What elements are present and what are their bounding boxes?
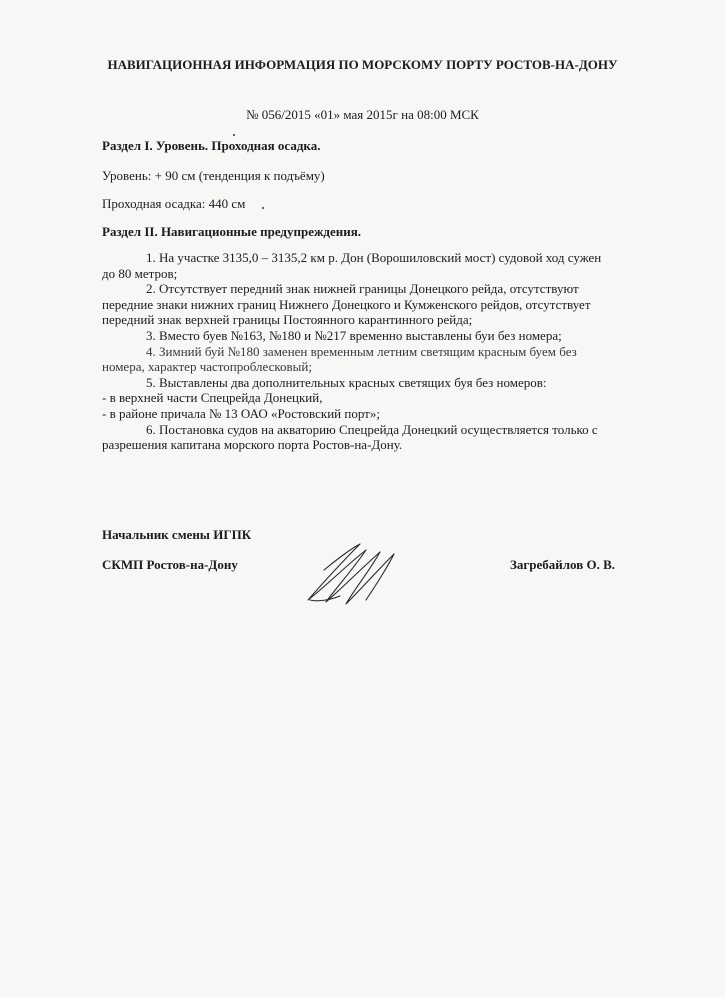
water-level: Уровень: + 90 см (тенденция к подъёму) — [102, 168, 325, 183]
scan-speck — [262, 207, 264, 209]
warning-item-2-cont: передние знаки нижних границ Нижнего Донецкого и Кумженского рейдов, отсутствует передний знак верхней границы Постоянного карантинного рейда; — [102, 296, 591, 328]
warning-item-1-cont: до 80 метров; — [102, 265, 178, 281]
warning-item-5b: - в районе причала № 13 ОАО «Ростовский порт»; — [102, 405, 380, 421]
warning-item-6: 6. Постановка судов на акваторию Спецрейда Донецкий осуществляется только с — [146, 421, 598, 437]
warning-item-3: 3. Вместо буев №163, №180 и №217 временно выставлены буи без номера; — [146, 327, 562, 343]
signatory-name: Загребайлов О. В. — [510, 557, 616, 572]
signatory-position-line2: СКМП Ростов-на-Дону — [102, 557, 238, 572]
warnings-list — [102, 250, 627, 453]
scan-speck — [233, 134, 235, 136]
section-2-heading: Раздел II. Навигационные предупреждения. — [102, 224, 362, 239]
warning-item-4-cont: номера, характер частопроблесковый; — [102, 359, 312, 375]
warning-item-5-cont: - в верхней части Спецрейда Донецкий, — [102, 390, 323, 406]
passage-draft: Проходная осадка: 440 см — [102, 196, 246, 211]
warning-item-6-cont: разрешения капитана морского порта Ростов-на-Дону. — [102, 437, 403, 453]
document-title: НАВИГАЦИОННАЯ ИНФОРМАЦИЯ ПО МОРСКОМУ ПОРТУ РОСТОВ-НА-ДОНУ — [107, 57, 618, 72]
signatory-position-line1: Начальник смены ИГПК — [102, 527, 252, 542]
section-1-heading: Раздел I. Уровень. Проходная осадка. — [102, 138, 321, 153]
notice-number-date: № 056/2015 «01» мая 2015г на 08:00 МСК — [246, 107, 479, 122]
warning-item-5: 5. Выставлены два дополнительных красных светящих буя без номеров: — [146, 374, 547, 390]
warning-item-2: 2. Отсутствует передний знак нижней границы Донецкого рейда, отсутствуют — [146, 281, 579, 297]
handwritten-signature-icon — [296, 530, 416, 610]
warning-item-4: 4. Зимний буй №180 заменен временным летним светящим красным буем без — [146, 343, 577, 359]
warning-item-1: 1. На участке 3135,0 – 3135,2 км р. Дон (Ворошиловский мост) судовой ход сужен — [146, 250, 602, 265]
